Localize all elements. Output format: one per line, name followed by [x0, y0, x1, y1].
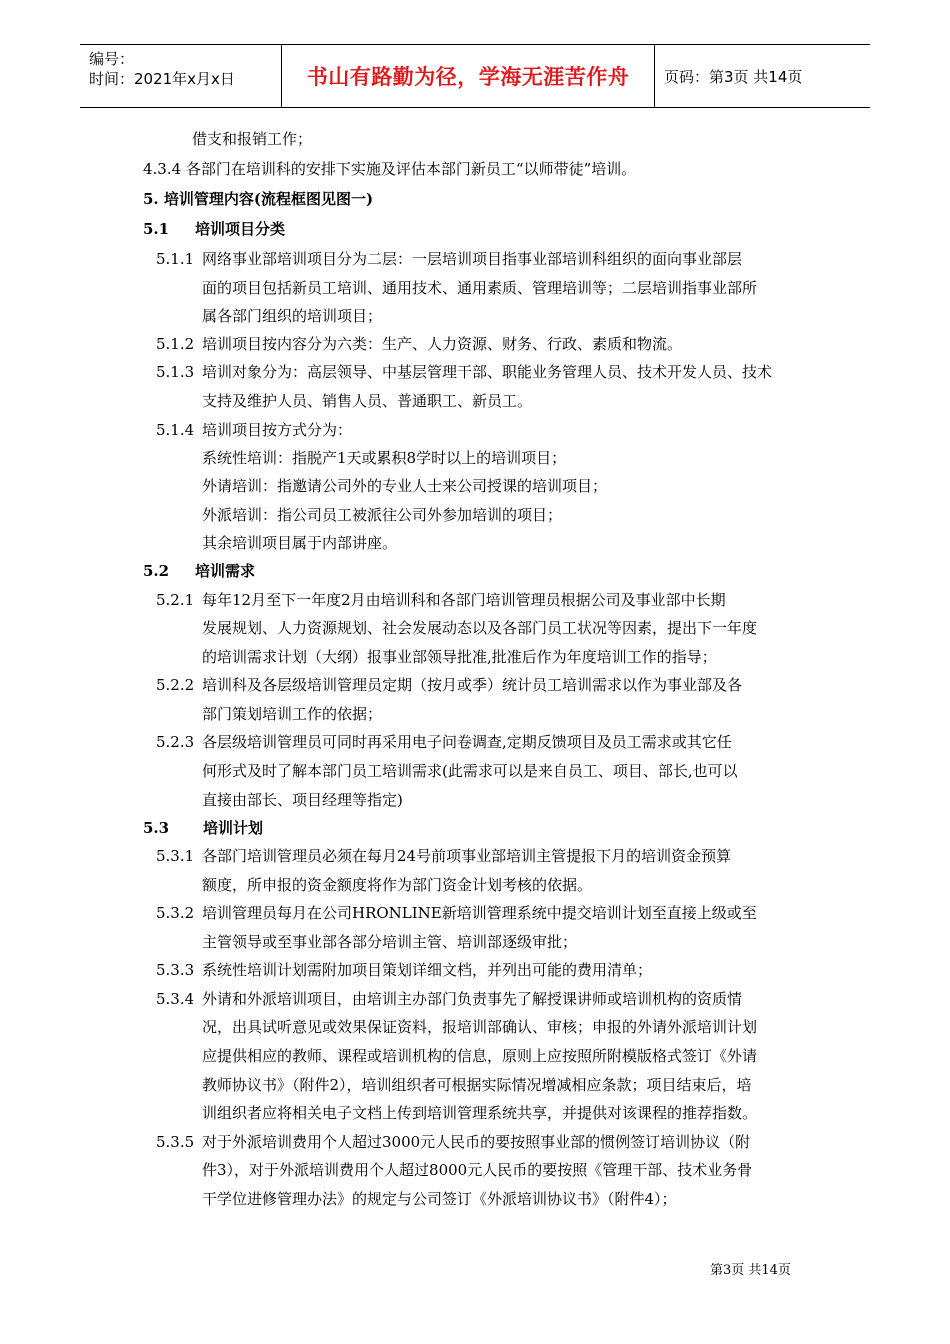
text-line: 每年12月至下一年度2月由培训科和各部门培训管理员根据公司及事业部中长期 — [202, 591, 726, 609]
text-line: 况，出具试听意见或效果保证资料，报培训部确认、审核；申报的外请外派培训计划 — [202, 1018, 758, 1036]
text-line: 外请培训：指邀请公司外的专业人士来公司授课的培训项目； — [202, 477, 608, 495]
text-line: 4.3.4 各部门在培训科的安排下实施及评估本部门新员工“以师带徒”培训。 — [143, 160, 637, 178]
section-number: 5.3 — [143, 819, 170, 837]
section-title: 培训项目分类 — [195, 220, 286, 238]
text-line: 各层级培训管理员可同时再采用电子问卷调查,定期反馈项目及员工需求或其它任 — [202, 733, 732, 751]
text-line: 系统性培训计划需附加项目策划详细文档，并列出可能的费用清单； — [202, 961, 653, 979]
text-line: 外请和外派培训项目，由培训主办部门负责事先了解授课讲师或培训机构的资质情 — [202, 990, 743, 1008]
text-line: 系统性培训：指脱产1天或累积8学时以上的培训项目； — [202, 449, 567, 467]
text-line: 外派培训：指公司员工被派往公司外参加培训的项目； — [202, 506, 563, 524]
text-line: 培训项目按方式分为： — [202, 421, 353, 439]
clause-number: 5.3.3 — [156, 961, 195, 979]
document-header — [80, 44, 870, 108]
clause-number: 5.1.3 — [156, 363, 195, 381]
text-line: 网络事业部培训项目分为二层：一层培训项目指事业部培训科组织的面向事业部层 — [202, 250, 743, 268]
text-line: 培训对象分为：高层领导、中基层管理干部、职能业务管理人员、技术开发人员、技术 — [202, 363, 773, 381]
section-heading — [143, 818, 263, 838]
section-heading — [143, 561, 255, 581]
section-heading: 5. 培训管理内容(流程框图见图一) — [143, 190, 374, 208]
clause-number: 5.1.4 — [156, 421, 195, 439]
section-title: 培训计划 — [203, 819, 264, 837]
doc-number-label: 编号： — [89, 50, 135, 68]
section-number: 5.1 — [143, 220, 170, 238]
text-line: 培训管理员每月在公司HRONLINE新培训管理系统中提交培训计划至直接上级或至 — [202, 904, 757, 922]
clause-number: 5.3.5 — [156, 1133, 195, 1151]
section-title: 培训需求 — [195, 562, 256, 580]
clause-number: 5.3.1 — [156, 847, 195, 865]
clause-number: 5.3.2 — [156, 904, 195, 922]
text-line: 对于外派培训费用个人超过3000元人民币的要按照事业部的惯例签订培训协议（附 — [202, 1133, 751, 1151]
text-line: 培训项目按内容分为六类：生产、人力资源、财务、行政、素质和物流。 — [202, 335, 683, 353]
text-line: 支持及维护人员、销售人员、普通职工、新员工。 — [202, 392, 533, 410]
clause-number: 5.2.1 — [156, 591, 195, 609]
text-line: 面的项目包括新员工培训、通用技术、通用素质、管理培训等；二层培训指事业部所 — [202, 279, 758, 297]
text-line: 属各部门组织的培训项目； — [202, 307, 383, 325]
text-line: 的培训需求计划（大纲）报事业部领导批准,批准后作为年度培训工作的指导； — [202, 648, 717, 666]
text-line: 发展规划、人力资源规划、社会发展动态以及各部门员工状况等因素，提出下一年度 — [202, 619, 758, 637]
text-line: 应提供相应的教师、课程或培训机构的信息，原则上应按照所附模版格式签订《外请 — [202, 1047, 758, 1065]
clause-number: 5.2.3 — [156, 733, 195, 751]
text-line: 部门策划培训工作的依据； — [202, 705, 383, 723]
text-line: 件3），对于外派培训费用个人超过8000元人民币的要按照《管理干部、技术业务骨 — [202, 1161, 753, 1179]
text-line: 其余培训项目属于内部讲座。 — [202, 534, 398, 552]
page-footer: 第3页 共14页 — [710, 1263, 791, 1278]
text-line: 主管领导或至事业部各部分培训主管、培训部逐级审批； — [202, 933, 578, 951]
text-line: 何形式及时了解本部门员工培训需求(此需求可以是来自员工、项目、部长,也可以 — [202, 762, 738, 780]
text-line: 培训科及各层级培训管理员定期（按月或季）统计员工培训需求以作为事业部及各 — [202, 676, 743, 694]
text-line: 干学位进修管理办法》的规定与公司签订《外派培训协议书》（附件4）； — [202, 1190, 677, 1208]
text-line: 直接由部长、项目经理等指定) — [202, 791, 403, 809]
section-number: 5.2 — [143, 562, 170, 580]
header-page-label: 页码：第3页 共14页 — [664, 67, 803, 86]
clause-number: 5.1.1 — [156, 250, 195, 268]
doc-time-label: 时间：2021年x月x日 — [89, 70, 235, 88]
clause-number: 5.3.4 — [156, 990, 195, 1008]
clause-number: 5.1.2 — [156, 335, 195, 353]
section-heading — [143, 219, 285, 239]
text-line: 额度，所申报的资金额度将作为部门资金计划考核的依据。 — [202, 876, 593, 894]
header-motto: 书山有路勤为径，学海无涯苦作舟 — [282, 45, 655, 107]
text-line: 训组织者应将相关电子文档上传到培训管理系统共享，并提供对该课程的推荐指数。 — [202, 1104, 758, 1122]
text-line: 教师协议书》（附件2），培训组织者可根据实际情况增减相应条款；项目结束后，培 — [202, 1076, 752, 1094]
clause-number: 5.2.2 — [156, 676, 195, 694]
text-line: 各部门培训管理员必须在每月24号前项事业部培训主管提报下月的培训资金预算 — [202, 847, 732, 865]
text-line: 借支和报销工作； — [192, 130, 313, 148]
header-meta — [80, 45, 282, 107]
